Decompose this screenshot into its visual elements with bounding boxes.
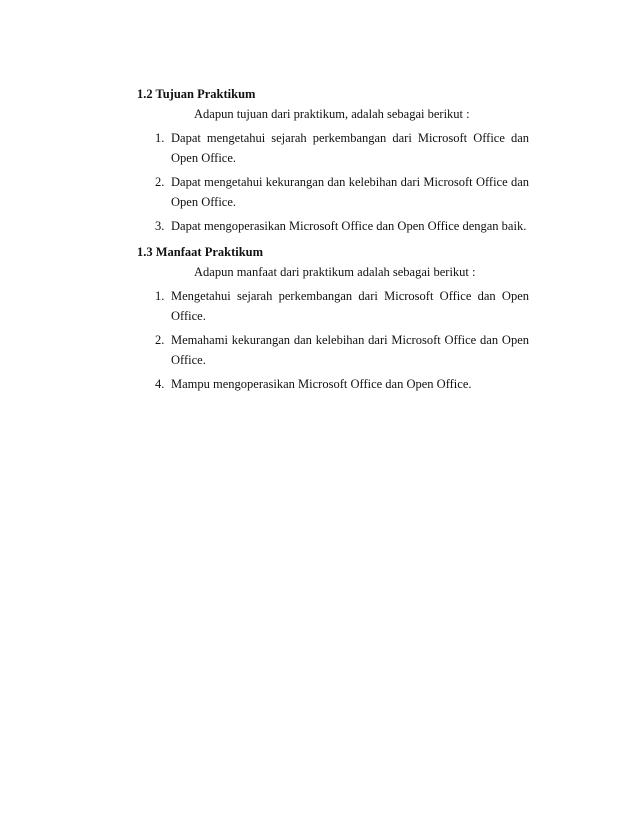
list-item-number: 4. — [155, 377, 165, 391]
section-intro: Adapun manfaat dari praktikum adalah sebagai berikut : — [194, 265, 476, 279]
list-item — [137, 374, 529, 394]
list-item-number: 2. — [155, 333, 165, 347]
list-item — [137, 172, 529, 212]
list-item-text: Dapat mengoperasikan Microsoft Office dan Open Office dengan baik. — [171, 219, 527, 233]
section-manfaat-praktikum — [137, 242, 529, 394]
section-tujuan-praktikum — [137, 84, 529, 236]
benefits-list — [137, 286, 529, 394]
list-item — [137, 128, 529, 168]
section-heading: 1.2 Tujuan Praktikum — [137, 87, 256, 101]
list-item-text: Dapat mengetahui sejarah perkembangan dari Microsoft Office dan Open Office. — [171, 131, 529, 165]
list-item — [137, 330, 529, 370]
list-item-text: Mengetahui sejarah perkembangan dari Microsoft Office dan Open Office. — [171, 289, 529, 323]
list-item — [137, 216, 529, 236]
list-item-text: Dapat mengetahui kekurangan dan kelebihan dari Microsoft Office dan Open Office. — [171, 175, 529, 209]
list-item-number: 1. — [155, 289, 165, 303]
list-item-text: Memahami kekurangan dan kelebihan dari Microsoft Office dan Open Office. — [171, 333, 529, 367]
section-intro: Adapun tujuan dari praktikum, adalah sebagai berikut : — [194, 107, 470, 121]
list-item-number: 2. — [155, 175, 165, 189]
objectives-list — [137, 128, 529, 236]
list-item — [137, 286, 529, 326]
section-heading: 1.3 Manfaat Praktikum — [137, 245, 264, 259]
list-item-number: 1. — [155, 131, 165, 145]
list-item-text: Mampu mengoperasikan Microsoft Office dan Open Office. — [171, 377, 472, 391]
list-item-number: 3. — [155, 219, 165, 233]
